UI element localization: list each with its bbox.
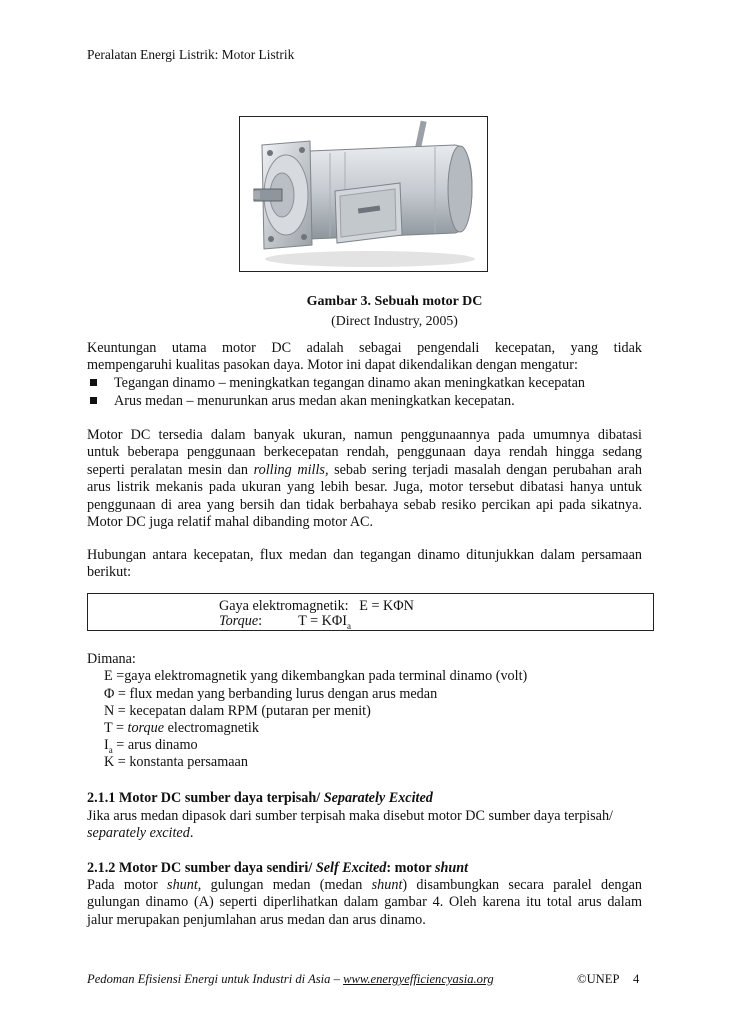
para2-line: arus listrik mekanis pada ukuran yang lebih besar. Juga, motor tersebut dibatasi hanya untuk — [87, 479, 642, 496]
section-heading-2-1-1: 2.1.1 Motor DC sumber daya terpisah/ Separately Excited — [87, 790, 433, 806]
bullet-item — [87, 393, 647, 410]
para2-line: seperti peralatan mesin dan rolling mills, sebab sering terjadi masalah dengan perubahan arah — [87, 461, 642, 478]
where-item-t: T = torque electromagnetik — [104, 720, 259, 736]
where-item-ia: $I_a$ = arus dinamo — [104, 737, 198, 755]
para3-line: Hubungan antara kecepatan, flux medan dan tegangan dinamo ditunjukkan dalam persamaan — [87, 547, 642, 563]
para2-line: Motor DC tersedia dalam banyak ukuran, namun penggunaannya pada umumnya dibatasi — [87, 427, 642, 443]
where-item-n: N = kecepatan dalam RPM (putaran per menit) — [104, 703, 371, 719]
section-2-1-2-body: Pada motor shunt, gulungan medan (medan shunt) disambungkan secara paralel dengan gulungan dinamo (A) seperti diperlihatkan dalam gambar 4. Oleh karena itu total arus dalam jalur merupakan penjumlahan arus medan dan arus dinamo. — [87, 877, 642, 928]
where-item-e: E =gaya elektromagnetik yang dikembangkan pada terminal dinamo (volt) — [104, 668, 528, 684]
equation-torque: Torque: $T = K\Phi I_a$ — [219, 613, 351, 631]
para2-line: untuk beberapa penggunaan berkecepatan rendah, penggunaan daya rendah hingga sedang — [87, 444, 642, 461]
section-heading-2-1-2: 2.1.2 Motor DC sumber daya sendiri/ Self Excited: motor shunt — [87, 860, 469, 876]
equation-emf: Gaya elektromagnetik: E = KΦN — [219, 598, 414, 614]
bullet-square-icon — [90, 397, 97, 404]
figure-caption-title: Gambar 3. Sebuah motor DC — [306, 294, 483, 309]
intro-paragraph — [87, 340, 642, 375]
running-header: Peralatan Energi Listrik: Motor Listrik — [87, 47, 295, 62]
intro-line-2: mempengaruhi kualitas pasokan daya. Motor ini dapat dikendalikan dengan mengatur: — [87, 357, 578, 374]
section-2-1-1-body: Jika arus medan dipasok dari sumber terpisah maka disebut motor DC sumber daya terpisah/ separately excited. — [87, 808, 613, 842]
where-item-k: K = konstanta persamaan — [104, 754, 248, 770]
figure-caption-source: (Direct Industry, 2005) — [331, 313, 458, 328]
footer-guide-title: Pedoman Efisiensi Energi untuk Industri di Asia – www.energyefficiencyasia.org — [87, 972, 494, 986]
intro-line-1: Keuntungan utama motor DC adalah sebagai pengendali kecepatan, yang tidak — [87, 340, 642, 356]
where-title: Dimana: — [87, 651, 136, 667]
figure-frame — [239, 116, 488, 272]
para2-line: Motor DC juga relatif mahal dibanding motor AC. — [87, 514, 374, 531]
paragraph-relationship — [87, 547, 642, 582]
para3-line: berikut: — [87, 564, 132, 581]
paragraph-dc-motor-sizes — [87, 427, 642, 531]
footer-copyright: ©UNEP — [577, 972, 620, 986]
footer-website-link[interactable]: www.energyefficiencyasia.org — [343, 972, 494, 986]
bullet-item — [87, 375, 647, 392]
bullet-text: Tegangan dinamo – meningkatkan tegangan dinamo akan meningkatkan kecepatan — [114, 375, 585, 391]
page-number: 4 — [633, 972, 640, 986]
where-item-phi: Φ = flux medan yang berbanding lurus dengan arus medan — [104, 686, 438, 702]
dc-motor-image — [240, 117, 488, 272]
bullet-square-icon — [90, 379, 97, 386]
bullet-text: Arus medan – menurunkan arus medan akan meningkatkan kecepatan. — [114, 393, 515, 409]
para2-line: penggunaan di area yang bersih dan tidak berbahaya sebab resiko percikan api pada sikatnya. — [87, 496, 642, 513]
